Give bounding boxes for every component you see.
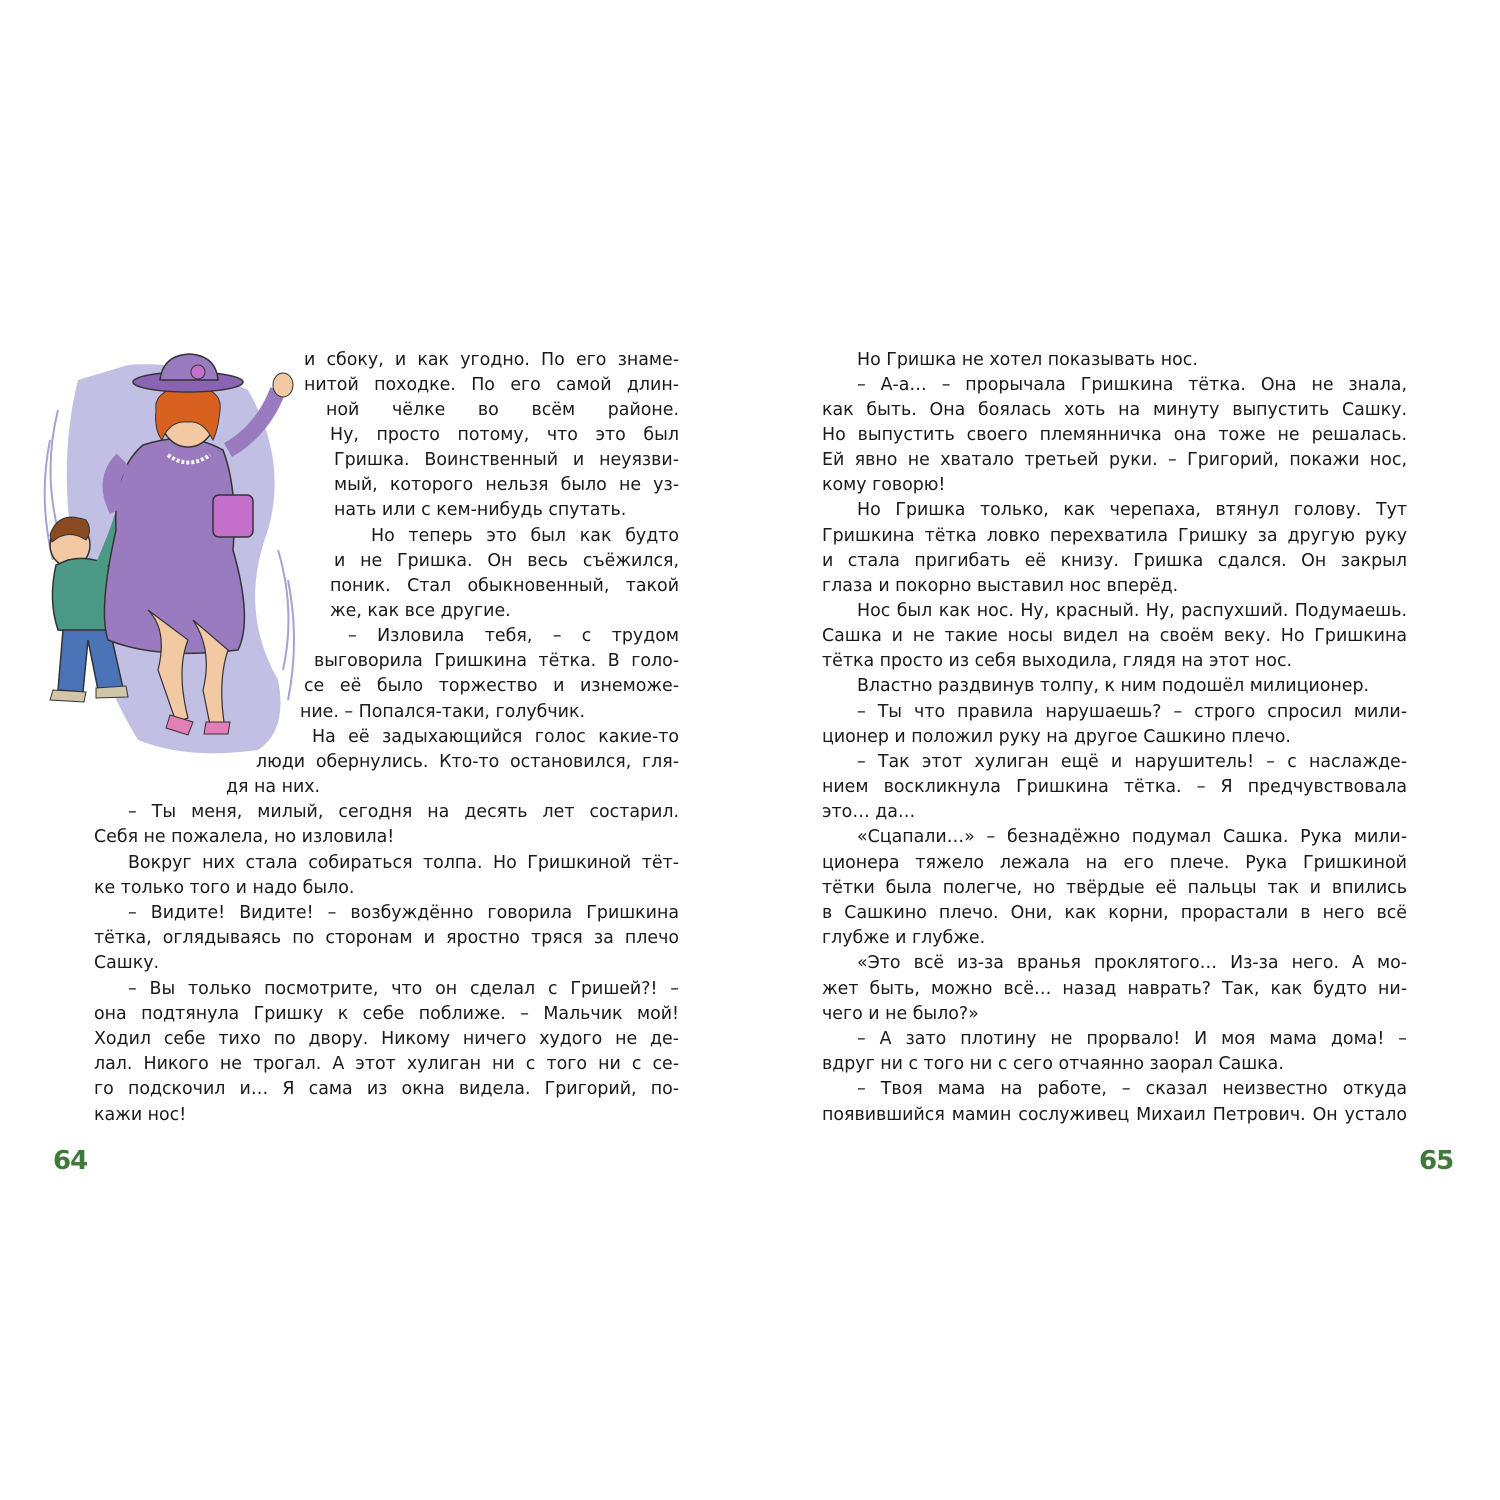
text-line: дя на них. [226, 777, 321, 797]
text-line: ке только того и надо было. [94, 878, 355, 898]
text-line: На её задыхающийся голос какие-то [312, 727, 679, 747]
text-line: жет быть, можно всё… назад наврать? Так, как будто ни- [822, 979, 1407, 999]
text-line: ние. – Попался-таки, голубчик. [300, 702, 585, 722]
illustration-aunt-and-boy [38, 350, 303, 760]
text-line: ционер и положил руку на другое Сашкино плечо. [822, 727, 1291, 747]
text-line: она подтянула Гришку к себе поближе. – Мальчик мой! [94, 1004, 679, 1024]
text-line: – Вы только посмотрите, что он сделал с Гришей?! – [128, 979, 679, 999]
text-line: чего и не было?» [822, 1004, 979, 1024]
page-number-left: 64 [53, 1146, 88, 1176]
text-line: Но Гришка только, как черепаха, втянул голову. Тут [857, 500, 1407, 520]
text-line: же, как все другие. [330, 601, 511, 621]
text-line: се её было торжество и изнеможе- [304, 676, 679, 696]
text-line: – Ты что правила нарушаешь? – строго спросил мили- [857, 702, 1407, 722]
text-line: Но выпустить своего племянничка она тоже не решалась. [822, 425, 1407, 445]
text-line: тётки была полегче, но твёрдые её пальцы так и впились [822, 878, 1407, 898]
text-line: и не Гришка. Он весь съёжился, [334, 551, 679, 571]
text-line: поник. Стал обыкновенный, такой [330, 576, 679, 596]
text-line: – Так этот хулиган ещё и нарушитель! – с наслажде- [857, 752, 1407, 772]
text-line: мый, которого нельзя было не уз- [334, 475, 679, 495]
text-line: люди обернулись. Кто-то остановился, гля- [256, 752, 679, 772]
text-line: Сашка и не такие носы видел на своём веку. Но Гришкина [822, 626, 1407, 646]
text-line: как быть. Она боялась хоть на минуту выпустить Сашку. [822, 400, 1407, 420]
text-line: ной чёлке во всём районе. [326, 400, 679, 420]
text-line: выговорила Гришкина тётка. В голо- [314, 651, 679, 671]
text-line: Сашку. [94, 953, 160, 973]
text-line: – Твоя мама на работе, – сказал неизвестно откуда [857, 1079, 1407, 1099]
text-line: нием воскликнула Гришкина тётка. – Я предчувствовала [822, 777, 1407, 797]
text-line: Ну, просто потому, что это был [330, 425, 679, 445]
text-line: глубже и глубже. [822, 928, 986, 948]
text-line: – Ты меня, милый, сегодня на десять лет состарил. [128, 802, 679, 822]
text-line: глаза и покорно выставил нос вперёд. [822, 576, 1179, 596]
text-line: и сбоку, и как угодно. По его знаме- [304, 350, 679, 370]
text-line: Ходил себе тихо по двору. Никому ничего худого не де- [94, 1029, 679, 1049]
text-line: нать или с кем-нибудь спутать. [334, 500, 627, 520]
page-number-right: 65 [1419, 1146, 1454, 1176]
text-line: кому говорю! [822, 475, 946, 495]
text-line: тётка просто из себя выходила, глядя на этот нос. [822, 651, 1293, 671]
text-line: Нос был как нос. Ну, красный. Ну, распухший. Подумаешь. [857, 601, 1407, 621]
text-line: Но Гришка не хотел показывать нос. [857, 350, 1198, 370]
text-line: «Сцапали…» – безнадёжно подумал Сашка. Рука мили- [857, 827, 1407, 847]
text-line: – Видите! Видите! – возбуждённо говорила Гришкина [128, 903, 679, 923]
text-line: – А-а… – прорычала Гришкина тётка. Она не знала, [857, 375, 1407, 395]
text-line: Гришка. Воинственный и неуязви- [334, 450, 679, 470]
text-line: Гришкина тётка ловко перехватила Гришку за другую руку [822, 526, 1407, 546]
text-line: – Изловила тебя, – с трудом [348, 626, 679, 646]
right-page [750, 0, 1500, 1500]
text-line: Себя не пожалела, но изловила! [94, 827, 395, 847]
text-line: Властно раздвинув толпу, к ним подошёл милиционер. [857, 676, 1370, 696]
text-line: нитой походке. По его самой длин- [304, 375, 679, 395]
text-line: кажи нос! [94, 1105, 187, 1125]
text-line: го подскочил и… Я сама из окна видела. Григорий, по- [94, 1079, 679, 1099]
text-line: лал. Никого не трогал. А этот хулиган ни с того ни с се- [94, 1054, 679, 1074]
text-line: Вокруг них стала собираться толпа. Но Гришкиной тёт- [128, 853, 679, 873]
text-line: ционера тяжело лежала на его плече. Рука Гришкиной [822, 853, 1407, 873]
text-line: вдруг ни с того ни с сего отчаянно заорал Сашка. [822, 1054, 1284, 1074]
text-line: тётка, оглядываясь по сторонам и яростно тряся за плечо [94, 928, 679, 948]
text-line: и стала пригибать её книзу. Гришка сдался. Он закрыл [822, 551, 1407, 571]
text-line: – А зато плотину не прорвало! И моя мама дома! – [857, 1029, 1407, 1049]
text-line: это… да… [822, 802, 916, 822]
text-line: «Это всё из-за вранья проклятого… Из-за него. А мо- [857, 953, 1407, 973]
text-line: Но теперь это был как будто [371, 526, 679, 546]
text-line: в Сашкино плечо. Они, как корни, прорастали в него всё [822, 903, 1407, 923]
text-line: появившийся мамин сослуживец Михаил Петрович. Он устало [822, 1105, 1407, 1125]
text-line: Ей явно не хватало третьей руки. – Григорий, покажи нос, [822, 450, 1407, 470]
